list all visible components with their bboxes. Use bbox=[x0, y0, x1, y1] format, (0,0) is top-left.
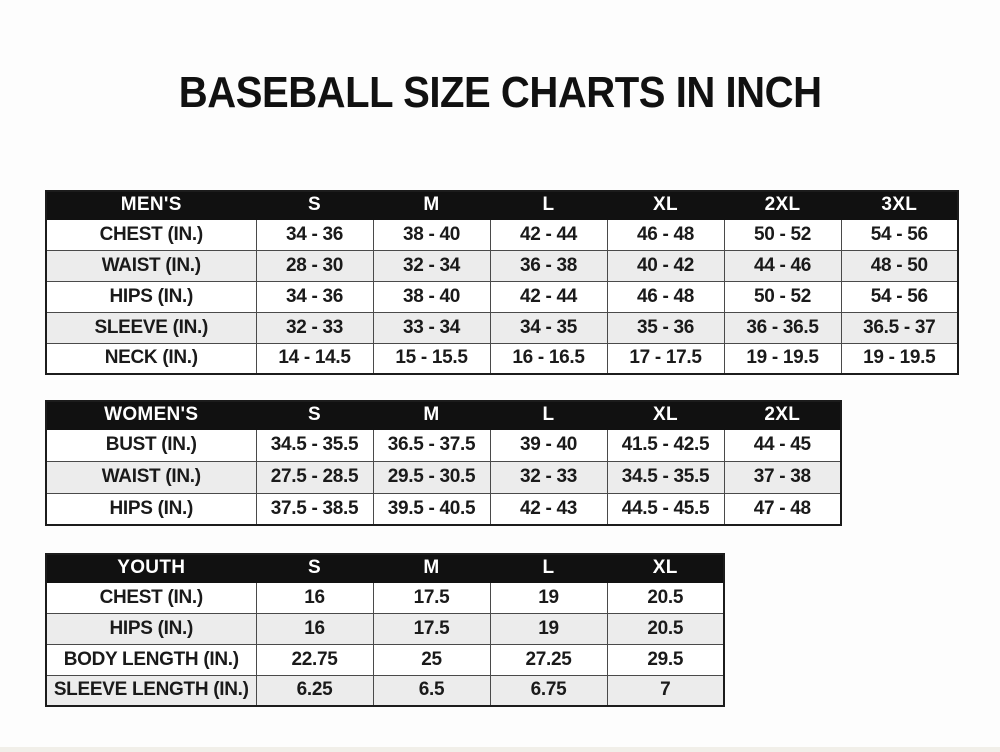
mens-size-header-cell: M bbox=[373, 191, 490, 219]
size-value-cell: 19 - 19.5 bbox=[841, 343, 958, 374]
youth-header-row bbox=[46, 554, 724, 582]
size-value-cell: 42 - 43 bbox=[490, 493, 607, 525]
size-value-cell: 17 - 17.5 bbox=[607, 343, 724, 374]
size-value-cell: 7 bbox=[607, 675, 724, 706]
womens-table-row bbox=[46, 429, 841, 461]
youth-size-header-cell: L bbox=[490, 554, 607, 582]
size-value-cell: 42 - 44 bbox=[490, 219, 607, 250]
size-value-cell: 33 - 34 bbox=[373, 312, 490, 343]
size-value-cell: 37 - 38 bbox=[724, 461, 841, 493]
measurement-label-cell: SLEEVE LENGTH (IN.) bbox=[46, 675, 256, 706]
mens-size-header-cell: L bbox=[490, 191, 607, 219]
size-value-cell: 20.5 bbox=[607, 613, 724, 644]
womens-size-header-cell: S bbox=[256, 401, 373, 429]
size-value-cell: 19 bbox=[490, 582, 607, 613]
measurement-label-cell: BODY LENGTH (IN.) bbox=[46, 644, 256, 675]
size-value-cell: 29.5 bbox=[607, 644, 724, 675]
womens-table-row bbox=[46, 461, 841, 493]
size-value-cell: 36 - 36.5 bbox=[724, 312, 841, 343]
measurement-label-cell: CHEST (IN.) bbox=[46, 582, 256, 613]
size-value-cell: 6.25 bbox=[256, 675, 373, 706]
mens-size-header-cell: XL bbox=[607, 191, 724, 219]
measurement-label-cell: HIPS (IN.) bbox=[46, 493, 256, 525]
measurement-label-cell: HIPS (IN.) bbox=[46, 613, 256, 644]
size-value-cell: 54 - 56 bbox=[841, 281, 958, 312]
size-value-cell: 17.5 bbox=[373, 613, 490, 644]
youth-table-row bbox=[46, 675, 724, 706]
mens-size-header-cell: S bbox=[256, 191, 373, 219]
size-value-cell: 38 - 40 bbox=[373, 219, 490, 250]
youth-size-header-cell: M bbox=[373, 554, 490, 582]
mens-table-row bbox=[46, 343, 958, 374]
womens-size-table bbox=[45, 400, 842, 526]
size-value-cell: 37.5 - 38.5 bbox=[256, 493, 373, 525]
size-value-cell: 41.5 - 42.5 bbox=[607, 429, 724, 461]
youth-size-header-cell: XL bbox=[607, 554, 724, 582]
measurement-label-cell: CHEST (IN.) bbox=[46, 219, 256, 250]
womens-size-header-cell: M bbox=[373, 401, 490, 429]
womens-category-header-cell: WOMEN'S bbox=[46, 401, 256, 429]
size-value-cell: 36 - 38 bbox=[490, 250, 607, 281]
size-value-cell: 28 - 30 bbox=[256, 250, 373, 281]
mens-header-row bbox=[46, 191, 958, 219]
size-value-cell: 34.5 - 35.5 bbox=[607, 461, 724, 493]
size-value-cell: 34 - 36 bbox=[256, 219, 373, 250]
size-value-cell: 50 - 52 bbox=[724, 219, 841, 250]
size-value-cell: 42 - 44 bbox=[490, 281, 607, 312]
size-value-cell: 38 - 40 bbox=[373, 281, 490, 312]
mens-table-row bbox=[46, 250, 958, 281]
size-value-cell: 46 - 48 bbox=[607, 281, 724, 312]
measurement-label-cell: WAIST (IN.) bbox=[46, 250, 256, 281]
womens-size-header-cell: 2XL bbox=[724, 401, 841, 429]
size-value-cell: 44 - 46 bbox=[724, 250, 841, 281]
size-value-cell: 44.5 - 45.5 bbox=[607, 493, 724, 525]
womens-size-header-cell: XL bbox=[607, 401, 724, 429]
size-value-cell: 20.5 bbox=[607, 582, 724, 613]
mens-table-row bbox=[46, 281, 958, 312]
measurement-label-cell: SLEEVE (IN.) bbox=[46, 312, 256, 343]
size-value-cell: 29.5 - 30.5 bbox=[373, 461, 490, 493]
page-title-wrap bbox=[0, 68, 1000, 118]
size-value-cell: 22.75 bbox=[256, 644, 373, 675]
size-value-cell: 6.75 bbox=[490, 675, 607, 706]
mens-table-row bbox=[46, 219, 958, 250]
size-value-cell: 16 - 16.5 bbox=[490, 343, 607, 374]
size-value-cell: 48 - 50 bbox=[841, 250, 958, 281]
size-value-cell: 34.5 - 35.5 bbox=[256, 429, 373, 461]
size-value-cell: 34 - 35 bbox=[490, 312, 607, 343]
size-value-cell: 40 - 42 bbox=[607, 250, 724, 281]
womens-size-header-cell: L bbox=[490, 401, 607, 429]
size-value-cell: 39.5 - 40.5 bbox=[373, 493, 490, 525]
size-value-cell: 15 - 15.5 bbox=[373, 343, 490, 374]
size-value-cell: 32 - 33 bbox=[256, 312, 373, 343]
size-value-cell: 27.5 - 28.5 bbox=[256, 461, 373, 493]
size-value-cell: 32 - 34 bbox=[373, 250, 490, 281]
youth-size-header-cell: S bbox=[256, 554, 373, 582]
youth-size-table bbox=[45, 553, 725, 707]
size-value-cell: 46 - 48 bbox=[607, 219, 724, 250]
bottom-edge-strip bbox=[0, 747, 1000, 752]
size-value-cell: 44 - 45 bbox=[724, 429, 841, 461]
youth-table-row bbox=[46, 582, 724, 613]
size-value-cell: 36.5 - 37 bbox=[841, 312, 958, 343]
youth-table-row bbox=[46, 613, 724, 644]
size-value-cell: 47 - 48 bbox=[724, 493, 841, 525]
measurement-label-cell: BUST (IN.) bbox=[46, 429, 256, 461]
size-value-cell: 27.25 bbox=[490, 644, 607, 675]
page-title: BASEBALL SIZE CHARTS IN INCH bbox=[178, 68, 822, 117]
mens-size-header-cell: 2XL bbox=[724, 191, 841, 219]
size-value-cell: 17.5 bbox=[373, 582, 490, 613]
size-value-cell: 39 - 40 bbox=[490, 429, 607, 461]
mens-size-header-cell: 3XL bbox=[841, 191, 958, 219]
size-value-cell: 16 bbox=[256, 582, 373, 613]
size-value-cell: 14 - 14.5 bbox=[256, 343, 373, 374]
womens-header-row bbox=[46, 401, 841, 429]
mens-table-row bbox=[46, 312, 958, 343]
measurement-label-cell: NECK (IN.) bbox=[46, 343, 256, 374]
size-value-cell: 6.5 bbox=[373, 675, 490, 706]
measurement-label-cell: WAIST (IN.) bbox=[46, 461, 256, 493]
youth-category-header-cell: YOUTH bbox=[46, 554, 256, 582]
size-value-cell: 50 - 52 bbox=[724, 281, 841, 312]
size-value-cell: 19 bbox=[490, 613, 607, 644]
womens-table-row bbox=[46, 493, 841, 525]
size-value-cell: 54 - 56 bbox=[841, 219, 958, 250]
size-value-cell: 32 - 33 bbox=[490, 461, 607, 493]
size-value-cell: 34 - 36 bbox=[256, 281, 373, 312]
mens-size-table bbox=[45, 190, 959, 375]
measurement-label-cell: HIPS (IN.) bbox=[46, 281, 256, 312]
size-value-cell: 25 bbox=[373, 644, 490, 675]
size-value-cell: 35 - 36 bbox=[607, 312, 724, 343]
size-value-cell: 19 - 19.5 bbox=[724, 343, 841, 374]
size-value-cell: 36.5 - 37.5 bbox=[373, 429, 490, 461]
youth-table-row bbox=[46, 644, 724, 675]
mens-category-header-cell: MEN'S bbox=[46, 191, 256, 219]
size-value-cell: 16 bbox=[256, 613, 373, 644]
